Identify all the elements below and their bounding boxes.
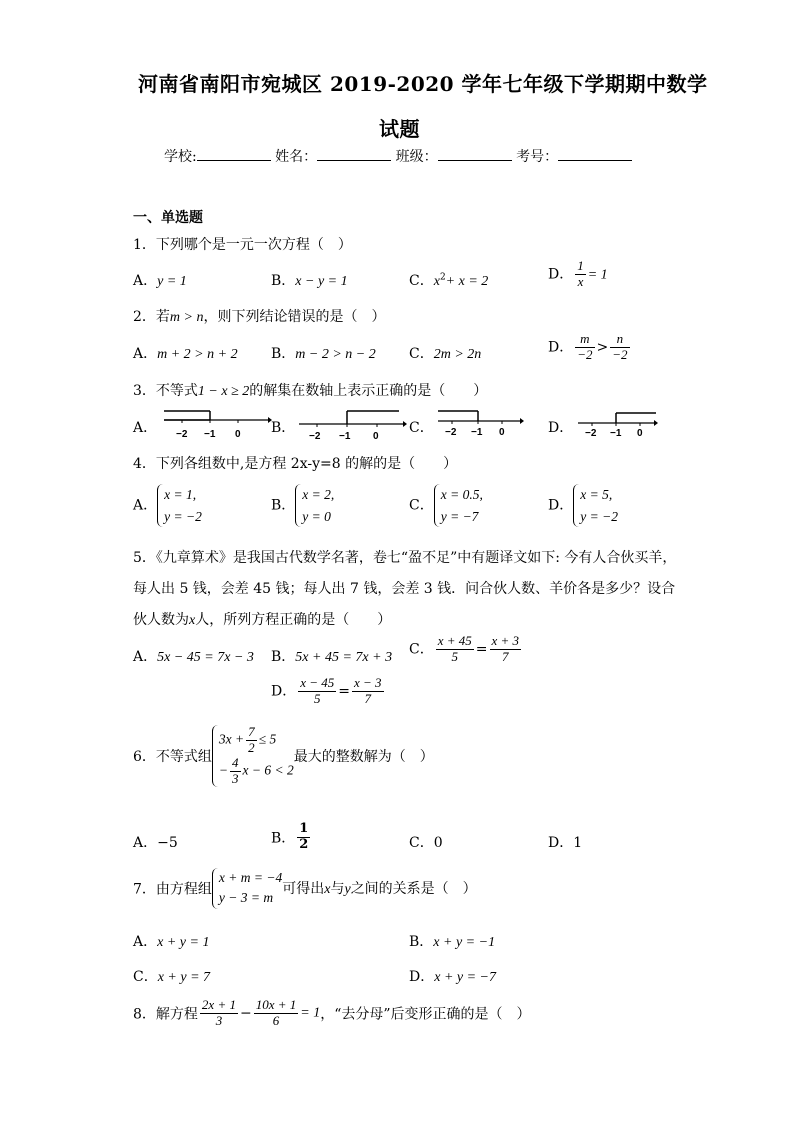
question-7-option-d: D．x + y = −7 [409,969,497,985]
question-6-option-d: D．1 [548,835,583,851]
page-title-line2: 试题 [379,117,420,141]
question-2-option-c: C．2m > 2n [409,346,482,362]
question-2-option-d: D． $\frac{m}{-2}$ > $\frac{n}{-2}$ [548,331,628,362]
question-5-line3: 伙人数为x人，所列方程正确的是（ ） [133,612,392,628]
question-3-option-c-label: C． [409,420,434,436]
question-2-option-a: A．m + 2 > n + 2 [133,346,238,362]
question-4-option-b: B． x = 2, y = 0 [271,484,334,527]
svg-text:0: 0 [235,429,241,440]
svg-text:0: 0 [637,428,643,439]
question-4-option-c: C． x = 0.5, y = −7 [409,484,483,527]
name-blank [317,146,391,161]
school-blank [197,146,271,161]
svg-text:0: 0 [499,427,505,438]
question-1-option-d: D． $\frac{1}{x}$ = 1 [548,258,608,289]
number-line-d [574,408,660,440]
question-8-stem: 8．解方程 $\frac{2x + 1}{3}$ − $\frac{10x + 1}{6}$ = 1，“去分母”后变形正确的是（ ） [133,997,531,1028]
question-5-line2: 每人出 5 钱，会差 45 钱；每人出 7 钱，会差 3 钱．问合伙人数、羊价各是多少？设合 [133,581,676,597]
exam-number-blank [558,146,632,161]
question-6-stem: 6．不等式组 3x + $\frac{7}{2}$ ≤ 5 − $\frac{4}{3}$ x − 6 < 2 最大的整数解为（ ） [133,724,434,786]
question-3-option-d-label: D． [548,420,574,436]
svg-text:−1: −1 [204,429,216,440]
svg-text:0: 0 [373,431,379,442]
question-6-option-c: C．0 [409,835,443,851]
question-7-option-c: C．x + y = 7 [133,969,211,985]
school-label: 学校: [164,149,197,165]
number-line-c [434,408,526,440]
exam-number-label: 考号： [516,149,559,165]
question-1-option-a: A．y = 1 [133,273,187,289]
svg-text:−1: −1 [610,428,622,439]
number-line-a [160,408,272,442]
question-3-option-b-label: B． [271,420,296,436]
question-7-option-a: A．x + y = 1 [133,934,210,950]
question-5-option-b: B．5x + 45 = 7x + 3 [271,649,393,665]
question-4-option-a: A． x = 1, y = −2 [133,484,202,527]
svg-text:−2: −2 [585,428,597,439]
svg-text:−1: −1 [339,431,351,442]
question-6-option-b: B． $\frac{1}{2}$ [271,821,309,852]
section-heading: 一、单选题 [133,210,203,226]
question-5-option-a: A．5x − 45 = 7x − 3 [133,649,254,665]
question-7-stem: 7．由方程组 x + m = −4 y − 3 = m 可得出x与y之间的关系是（ ） [133,868,477,909]
question-1-option-c: C．$x^2+ x = 2$ [409,272,489,289]
class-label: 班级： [395,149,438,165]
question-2-stem: 2．若m > n，则下列结论错误的是（ ） [133,309,386,325]
question-5-option-c: C． $\frac{x + 45}{5}$ = $\frac{x + 3}{7}$ [409,633,520,664]
question-3-option-a-label: A． [133,420,158,436]
question-4-stem: 4．下列各组数中,是方程 2x-y=8 的解的是（ ） [133,456,458,472]
page-title-line1: 河南省南阳市宛城区 2019-2020 学年七年级下学期期中数学 [138,72,708,96]
question-2-option-b: B．m − 2 > n − 2 [271,346,376,362]
question-5-line1: 5．《九章算术》是我国古代数学名著，卷七“盈不足”中有题译文如下: 今有人合伙买羊， [133,550,677,566]
svg-text:−2: −2 [309,431,321,442]
question-5-option-d: D． $\frac{x - 45}{5}$ = $\frac{x - 3}{7}$ [271,675,382,706]
question-1-stem: 1．下列哪个是一元一次方程（ ） [133,237,352,253]
question-4-option-d: D． x = 5, y = −2 [548,484,618,527]
question-7-option-b: B．x + y = −1 [409,934,496,950]
student-info-row [164,146,632,166]
question-3-stem: 3．不等式1 − x ≥ 2的解集在数轴上表示正确的是（ ） [133,383,488,399]
class-blank [438,146,512,161]
svg-text:−2: −2 [176,429,188,440]
question-1-option-b: B．x − y = 1 [271,273,348,289]
number-line-b [295,408,409,442]
svg-text:−2: −2 [445,427,457,438]
question-6-option-a: A．−5 [133,835,178,851]
name-label: 姓名： [275,149,318,165]
svg-text:−1: −1 [471,427,483,438]
